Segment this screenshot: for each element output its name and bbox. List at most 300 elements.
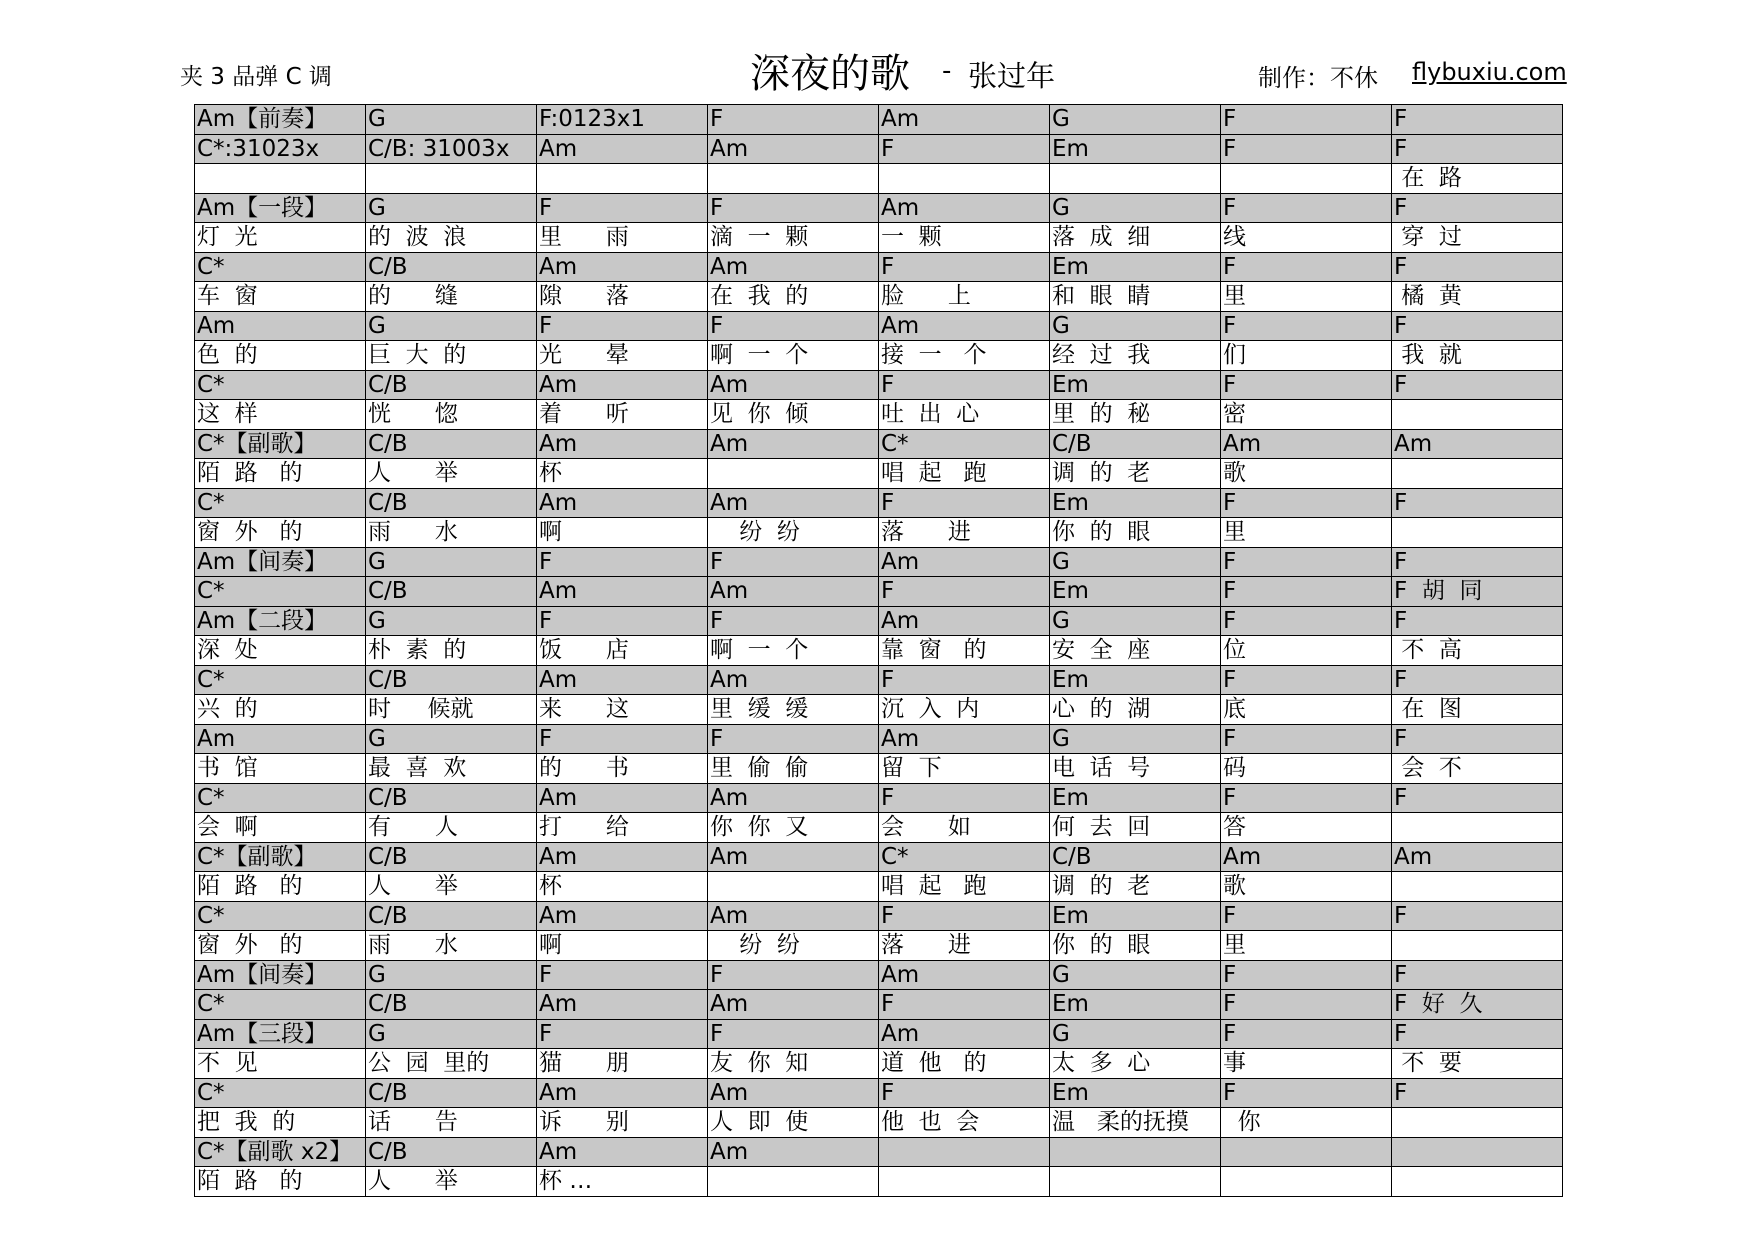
lyric-cell [1221, 872, 1392, 902]
chord-text: Am [710, 1079, 749, 1106]
chord-text: Am [197, 725, 236, 752]
lyric-cell [1221, 1167, 1392, 1197]
chord-text: F 胡 同 [1394, 578, 1483, 605]
chord-text: F [710, 106, 724, 133]
lyric-cell [1221, 223, 1392, 253]
chord-row [195, 990, 1563, 1020]
chord-cell [195, 901, 366, 931]
lyric-text: 把 我 的 [197, 1109, 296, 1136]
chord-cell [195, 547, 366, 577]
chord-text: F 好 久 [1394, 991, 1483, 1018]
lyric-cell [1392, 813, 1563, 843]
chord-text: Am【三段】 [197, 1020, 328, 1047]
chord-cell [366, 370, 537, 400]
lyric-cell [195, 223, 366, 253]
lyric-text: 安 全 座 [1052, 637, 1151, 664]
chord-cell [1221, 960, 1392, 990]
lyric-text: 里 缓 缓 [710, 696, 809, 723]
chord-cell [195, 252, 366, 282]
chord-cell [1392, 783, 1563, 813]
chord-text: F [1394, 784, 1408, 811]
chord-text: F [539, 1020, 553, 1047]
lyric-text: 窗 外 的 [197, 932, 303, 959]
chord-cell [879, 488, 1050, 518]
lyric-text: 来 这 [539, 696, 629, 723]
lyric-cell [708, 872, 879, 902]
chord-cell [195, 577, 366, 607]
lyric-text: 我 就 [1394, 342, 1462, 369]
chord-row [195, 577, 1563, 607]
lyric-text: 杯 [539, 460, 562, 487]
lyric-cell [366, 636, 537, 666]
chord-text: F [710, 194, 724, 221]
lyric-cell [1050, 872, 1221, 902]
chord-text: F:0123x1 [539, 106, 645, 133]
chord-text: F [1223, 1020, 1237, 1047]
chord-row [195, 665, 1563, 695]
chord-row [195, 193, 1563, 223]
lyric-row [195, 1108, 1563, 1138]
lyric-cell [366, 813, 537, 843]
lyric-text: 陌 路 的 [197, 1168, 303, 1195]
chord-text: F [1223, 489, 1237, 516]
lyric-text: 啊 一 个 [710, 342, 809, 369]
lyric-cell [879, 400, 1050, 430]
chord-text: F [881, 1079, 895, 1106]
chord-cell [1392, 1137, 1563, 1167]
chord-cell [1050, 1078, 1221, 1108]
maker-credit: 制作：不休 [1258, 64, 1378, 92]
chord-text: F [1223, 961, 1237, 988]
chord-text: F [1223, 666, 1237, 693]
chord-text: Am [710, 843, 749, 870]
chord-cell [195, 665, 366, 695]
lyric-text: 雨 水 [368, 519, 458, 546]
lyric-cell [879, 636, 1050, 666]
lyric-cell [1050, 636, 1221, 666]
lyric-text: 里 偷 偷 [710, 755, 809, 782]
chord-cell [537, 193, 708, 223]
chord-text: Am [881, 194, 920, 221]
chord-cell [537, 1137, 708, 1167]
lyric-cell [708, 223, 879, 253]
chord-cell [1392, 724, 1563, 754]
lyric-cell [537, 518, 708, 548]
chord-text: Am [881, 548, 920, 575]
chord-text: Am [881, 607, 920, 634]
chord-text: C/B [1052, 430, 1092, 457]
chord-text: C*【副歌】 [197, 843, 317, 870]
lyric-text: 落 成 细 [1052, 224, 1151, 251]
chord-text: C* [197, 253, 225, 280]
lyric-cell [708, 695, 879, 725]
chord-text: F [1394, 607, 1408, 634]
lyric-cell [1050, 1108, 1221, 1138]
chord-sheet-table [194, 104, 1563, 1197]
chord-cell [1050, 724, 1221, 754]
lyric-cell [1050, 223, 1221, 253]
chord-text: Am [881, 961, 920, 988]
lyric-cell [879, 518, 1050, 548]
chord-text: G [368, 194, 386, 221]
chord-text: F [1223, 1079, 1237, 1106]
lyric-text: 你 [1223, 1109, 1261, 1136]
chord-text: Am [710, 784, 749, 811]
chord-text: C* [881, 430, 909, 457]
chord-cell [537, 960, 708, 990]
chord-cell [1050, 783, 1221, 813]
lyric-text: 纷 纷 [710, 932, 800, 959]
chord-text: Am [710, 371, 749, 398]
lyric-text: 兴 的 [197, 696, 258, 723]
lyric-cell [708, 400, 879, 430]
lyric-row [195, 695, 1563, 725]
lyric-text: 唱 起 跑 [881, 460, 987, 487]
lyric-cell [708, 518, 879, 548]
chord-text: Am [881, 312, 920, 339]
lyric-text: 他 也 会 [881, 1109, 980, 1136]
lyric-cell [195, 164, 366, 194]
lyric-cell [537, 813, 708, 843]
chord-text: Em [1052, 666, 1089, 693]
chord-text: C/B [368, 371, 408, 398]
chord-text: Am [539, 253, 578, 280]
chord-text: Am [539, 135, 578, 162]
chord-text: Am [881, 725, 920, 752]
chord-cell [1050, 665, 1221, 695]
lyric-text: 公 园 里的 [368, 1050, 490, 1077]
chord-text: Am [710, 135, 749, 162]
chord-text: C/B [368, 843, 408, 870]
lyric-cell [708, 164, 879, 194]
chord-cell [1392, 311, 1563, 341]
chord-row [195, 1137, 1563, 1167]
chord-cell [879, 724, 1050, 754]
lyric-cell [708, 636, 879, 666]
chord-text: Am [881, 106, 920, 133]
lyric-cell [1221, 1049, 1392, 1079]
chord-text: F [881, 578, 895, 605]
chord-text: C/B [368, 578, 408, 605]
chord-cell [708, 901, 879, 931]
chord-cell [1050, 1137, 1221, 1167]
chord-cell [879, 311, 1050, 341]
chord-text: Am [1394, 430, 1433, 457]
chord-text: G [368, 106, 386, 133]
lyric-cell [366, 1167, 537, 1197]
chord-text: F [1394, 253, 1408, 280]
chord-cell [1392, 193, 1563, 223]
lyric-text: 车 窗 [197, 283, 258, 310]
chord-text: Am [710, 1138, 749, 1165]
chord-cell [1392, 429, 1563, 459]
lyric-text: 和 眼 睛 [1052, 283, 1151, 310]
lyric-text: 你 你 又 [710, 814, 809, 841]
chord-cell [366, 665, 537, 695]
lyric-cell [537, 1049, 708, 1079]
chord-text: F [1394, 489, 1408, 516]
lyric-text: 道 他 的 [881, 1050, 987, 1077]
chord-text: C* [197, 371, 225, 398]
chord-text: C/B: 31003x [368, 135, 510, 162]
chord-cell [1050, 606, 1221, 636]
chord-cell [537, 370, 708, 400]
chord-cell [1050, 960, 1221, 990]
chord-cell [708, 1019, 879, 1049]
chord-cell [1050, 488, 1221, 518]
chord-cell [1221, 311, 1392, 341]
chord-cell [195, 783, 366, 813]
lyric-text: 歌 [1223, 460, 1246, 487]
chord-cell [879, 429, 1050, 459]
lyric-cell [1392, 1167, 1563, 1197]
lyric-cell [879, 695, 1050, 725]
chord-cell [1392, 901, 1563, 931]
lyric-cell [879, 1049, 1050, 1079]
lyric-text: 滴 一 颗 [710, 224, 809, 251]
chord-cell [537, 105, 708, 135]
chord-cell [708, 606, 879, 636]
chord-text: F [881, 991, 895, 1018]
lyric-text: 的 缝 [368, 283, 458, 310]
lyric-row [195, 400, 1563, 430]
chord-text: C* [197, 578, 225, 605]
lyric-text: 线 [1223, 224, 1246, 251]
chord-row [195, 547, 1563, 577]
chord-text: C*【副歌】 [197, 430, 317, 457]
chord-text: C/B [368, 991, 408, 1018]
chord-cell [195, 842, 366, 872]
chord-cell [879, 960, 1050, 990]
lyric-text: 歌 [1223, 873, 1246, 900]
lyric-text: 友 你 知 [710, 1050, 809, 1077]
chord-text: F [1394, 548, 1408, 575]
chord-cell [1050, 842, 1221, 872]
chord-cell [1392, 488, 1563, 518]
lyric-cell [537, 1108, 708, 1138]
lyric-cell [537, 754, 708, 784]
chord-cell [195, 105, 366, 135]
chord-row [195, 901, 1563, 931]
chord-cell [366, 960, 537, 990]
lyric-cell [1050, 282, 1221, 312]
lyric-cell [1050, 400, 1221, 430]
lyric-cell [1050, 1167, 1221, 1197]
lyric-cell [366, 695, 537, 725]
chord-row [195, 606, 1563, 636]
lyric-cell [195, 341, 366, 371]
chord-text: C* [197, 902, 225, 929]
chord-text: F [1394, 1020, 1408, 1047]
lyric-text: 灯 光 [197, 224, 258, 251]
chord-cell [879, 547, 1050, 577]
lyric-cell [195, 695, 366, 725]
chord-cell [1392, 842, 1563, 872]
lyric-cell [366, 223, 537, 253]
lyric-cell [366, 459, 537, 489]
chord-cell [1392, 252, 1563, 282]
lyric-cell [1392, 754, 1563, 784]
chord-text: F [881, 489, 895, 516]
chord-text: F [1394, 1079, 1408, 1106]
chord-cell [708, 724, 879, 754]
lyric-cell [1221, 164, 1392, 194]
chord-text: F [1394, 902, 1408, 929]
lyric-cell [195, 400, 366, 430]
chord-cell [537, 252, 708, 282]
lyric-text: 纷 纷 [710, 519, 800, 546]
lyric-cell [537, 931, 708, 961]
chord-text: F [1223, 991, 1237, 1018]
lyric-text: 里 的 秘 [1052, 401, 1151, 428]
lyric-cell [1221, 341, 1392, 371]
lyric-cell [879, 459, 1050, 489]
artist-name: 张过年 [968, 59, 1056, 93]
lyric-cell [195, 282, 366, 312]
lyric-cell [1392, 872, 1563, 902]
chord-cell [366, 547, 537, 577]
chord-cell [537, 990, 708, 1020]
chord-cell [708, 193, 879, 223]
chord-text: F [1223, 548, 1237, 575]
chord-cell [366, 901, 537, 931]
chord-text: C* [197, 784, 225, 811]
lyric-text: 落 进 [881, 932, 971, 959]
chord-cell [537, 429, 708, 459]
lyric-cell [708, 341, 879, 371]
chord-cell [879, 1137, 1050, 1167]
lyric-cell [195, 931, 366, 961]
chord-text: F [1394, 666, 1408, 693]
lyric-cell [1392, 931, 1563, 961]
chord-cell [195, 1078, 366, 1108]
lyric-cell [195, 1108, 366, 1138]
chord-cell [879, 842, 1050, 872]
lyric-text: 杯 [539, 873, 562, 900]
chord-text: F [1223, 578, 1237, 605]
lyric-text: 打 给 [539, 814, 629, 841]
chord-text: C/B [368, 430, 408, 457]
chord-cell [708, 134, 879, 164]
lyric-text: 啊 一 个 [710, 637, 809, 664]
lyric-cell [1221, 400, 1392, 430]
chord-cell [1392, 606, 1563, 636]
chord-text: F [1223, 784, 1237, 811]
chord-text: Am [710, 578, 749, 605]
lyric-cell [1050, 518, 1221, 548]
chord-cell [1221, 1019, 1392, 1049]
lyric-text: 们 [1223, 342, 1246, 369]
chord-text: G [1052, 725, 1070, 752]
lyric-cell [537, 341, 708, 371]
lyric-cell [1221, 1108, 1392, 1138]
lyric-cell [1050, 813, 1221, 843]
lyric-text: 电 话 号 [1052, 755, 1151, 782]
chord-cell [195, 990, 366, 1020]
lyric-cell [366, 518, 537, 548]
lyric-cell [708, 931, 879, 961]
chord-cell [195, 1137, 366, 1167]
chord-text: G [1052, 1020, 1070, 1047]
lyric-cell [537, 459, 708, 489]
chord-cell [879, 577, 1050, 607]
lyric-text: 位 [1223, 637, 1246, 664]
chord-text: Am [539, 430, 578, 457]
lyric-row [195, 872, 1563, 902]
lyric-cell [879, 931, 1050, 961]
chord-text: F [1394, 194, 1408, 221]
chord-cell [195, 370, 366, 400]
chord-cell [195, 724, 366, 754]
site-link[interactable]: flybuxiu.com [1412, 58, 1567, 86]
lyric-row [195, 282, 1563, 312]
lyric-text: 里 [1223, 932, 1246, 959]
chord-cell [1221, 724, 1392, 754]
chord-cell [1221, 370, 1392, 400]
chord-text: C/B [368, 253, 408, 280]
lyric-text: 答 [1223, 814, 1246, 841]
lyric-cell [366, 341, 537, 371]
lyric-cell [1221, 931, 1392, 961]
chord-cell [195, 429, 366, 459]
chord-cell [708, 960, 879, 990]
lyric-text: 里 [1223, 283, 1246, 310]
chord-cell [537, 134, 708, 164]
chord-row [195, 960, 1563, 990]
lyric-cell [537, 636, 708, 666]
lyric-cell [366, 164, 537, 194]
chord-text: G [368, 607, 386, 634]
chord-cell [1221, 252, 1392, 282]
chord-cell [537, 606, 708, 636]
chord-text: Em [1052, 135, 1089, 162]
chord-text: Em [1052, 902, 1089, 929]
title-separator: - [942, 56, 952, 86]
chord-text: Am [710, 253, 749, 280]
lyric-cell [1221, 518, 1392, 548]
chord-cell [879, 134, 1050, 164]
lyric-cell [708, 282, 879, 312]
chord-text: C/B [368, 666, 408, 693]
chord-cell [1050, 547, 1221, 577]
lyric-cell [195, 754, 366, 784]
lyric-text: 在 图 [1394, 696, 1462, 723]
chord-cell [1221, 990, 1392, 1020]
chord-text: C/B [368, 784, 408, 811]
chord-text: F [710, 312, 724, 339]
lyric-cell [1221, 459, 1392, 489]
chord-text: F [1394, 106, 1408, 133]
chord-text: F [881, 371, 895, 398]
lyric-cell [366, 282, 537, 312]
lyric-text: 时 候就 [368, 696, 474, 723]
chord-text: Am [539, 1138, 578, 1165]
lyric-text: 何 去 回 [1052, 814, 1151, 841]
chord-text: Am [710, 666, 749, 693]
chord-cell [366, 1078, 537, 1108]
chord-text: F [539, 607, 553, 634]
lyric-cell [195, 1167, 366, 1197]
lyric-cell [1392, 695, 1563, 725]
lyric-cell [195, 813, 366, 843]
chord-cell [708, 105, 879, 135]
chord-cell [537, 488, 708, 518]
chord-cell [195, 606, 366, 636]
chord-cell [366, 134, 537, 164]
chord-cell [366, 606, 537, 636]
lyric-row [195, 1167, 1563, 1197]
chord-text: Am [539, 991, 578, 1018]
